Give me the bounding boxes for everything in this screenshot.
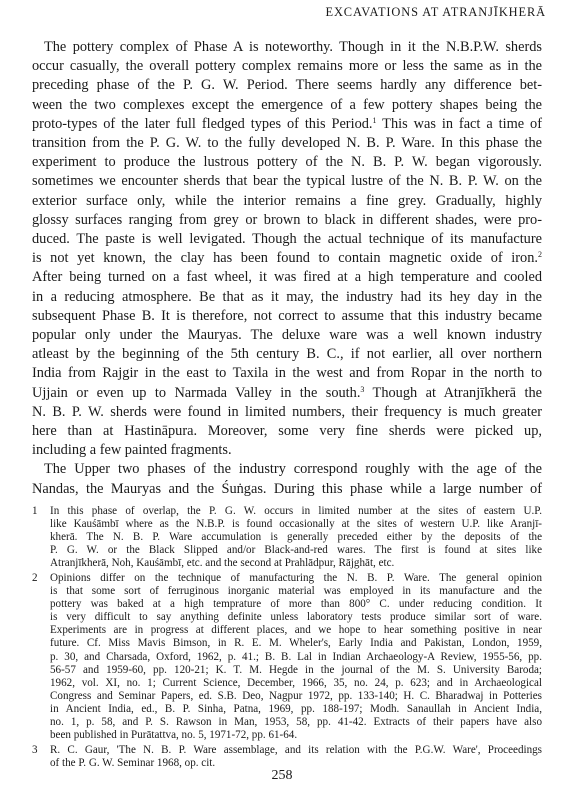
paragraph-1	[32, 38, 542, 460]
main-text	[32, 38, 542, 499]
footnote-number: 3	[32, 743, 38, 756]
footnote-ref: 2	[538, 250, 542, 260]
text-line: After being turned on a fast wheel, it was fired at a high temperature and cooled	[32, 269, 542, 286]
footnote-line: like Kauśāmbī where as the N.B.P. is found occasionally at the sites of western U.P. like Aranjī-	[50, 518, 542, 531]
text-line: experiment to produce the lustrous pottery of the N. B. P. W. began vigorously.	[32, 154, 542, 171]
text-line: is not yet known, the clay has been found to contain magnetic oxide of iron.$^2$	[32, 250, 542, 267]
text-line: proto-types of the later full fledged types of this Period.$^1$ This was in fact a time of	[32, 115, 542, 132]
text-line: Ujjain or even up to Narmada Valley in the south.$^3$ Though at Atranjīkherā the	[32, 384, 542, 401]
footnote-line: in Ancient India, ed., B. P. Sinha, Patna, 1969, pp. 188-197; Modh. Sanaullah in Ancient India,	[50, 702, 542, 715]
footnote-line: p. 30, and Charsada, Oxford, 1962, p. 41.; B. B. Lal in Indian Archaeology-A Review, 1955-56, pp.	[50, 650, 542, 663]
footnote-line: pottery was baked at a high temprature of more than 800° C. under reducing condition. It	[50, 598, 542, 611]
footnote-line: Atranjīkherā, Noh, Kauśāmbī, etc. and the second at Prahlādpur, Rājghāt, etc.	[50, 557, 395, 570]
text-line: transition from the P. G. W. to the fully developed N. B. P. Ware. In this phase the	[32, 135, 542, 152]
text-line: including a few painted fragments.	[32, 442, 232, 459]
text-line: exterior surface only, while the interior remains a fine grey. Gradually, highly	[32, 192, 542, 209]
text-line: sometimes we encounter sherds that bear the typical lustre of the N. B. P. W. on the	[32, 173, 542, 190]
footnote-3	[32, 744, 542, 770]
footnote-number: 1	[32, 505, 38, 517]
text-line: India from Rajgir in the east to Taxila in the west and from Ropar in the north to	[32, 365, 542, 382]
footnote-line: R. C. Gaur, 'The N. B. P. Ware assemblage, and its relation with the P.G.W. Ware', Proceedings	[50, 743, 542, 756]
footnote-2	[32, 572, 542, 742]
footnote-line: 56-57 and 1959-60, pp. 120-21; K. T. M. Hegde in the journal of the M. S. University Baroda;	[50, 663, 542, 676]
page-number: 258	[271, 768, 293, 783]
footnote-line: been published in Purātattva, no. 5, 1971-72, pp. 61-64.	[50, 728, 298, 741]
footnote-line: 1962, vol. XI, no. 1; Current Science, December, 1966, 35, no. 24, p. 623; and in Archaeological	[50, 676, 542, 689]
text-line: popular only under the Mauryas. The deluxe ware was a well known industry	[32, 327, 542, 344]
footnote-line: is very difficult to say anything definite unless laboratory tests produce similar sort of ware.	[50, 611, 542, 624]
footnotes	[32, 505, 542, 772]
text-line: in a reducing atmosphere. Be that as it may, the industry had its hey day in the	[32, 288, 542, 305]
footnote-ref: 3	[360, 384, 365, 394]
footnote-line: Opinions differ on the technique of manufacturing the N. B. P. Ware. The general opinion	[50, 572, 542, 585]
footnote-1	[32, 505, 542, 570]
footnote-line: Congress and Seminar Papers, ed. S.B. Deo, Nagpur 1972, pp. 133-140; H. C. Bharadwaj in Potteries	[50, 689, 542, 702]
text-line: occur casually, the overall pottery complex remains more or less the same as in the	[32, 58, 542, 75]
footnote-line: Experiments are in progress at different places, and we hope to hear something positive in near	[50, 624, 542, 637]
footnote-line: In this phase of overlap, the P. G. W. occurs in limited number at the sites of eastern U.P.	[50, 505, 542, 517]
text-line: The Upper two phases of the industry correspond roughly with the age of the	[44, 461, 542, 478]
text-line: subsequent Phase B. It is therefore, not correct to assume that this industry became	[32, 307, 542, 324]
text-line: The pottery complex of Phase A is noteworthy. Though in it the N.B.P.W. sherds	[44, 39, 542, 55]
footnote-number: 2	[32, 572, 38, 585]
footnote-line: kherā. The N. B. P. Ware accumulation is generally preceded either by the deposits of the	[50, 531, 542, 544]
running-header: EXCAVATIONS AT ATRANJĪKHERĀ	[325, 5, 546, 19]
footnote-line: is that some sort of ferruginous inorganic material was employed in its manufacture and the	[50, 585, 542, 598]
text-line: atleast by the beginning of the 5th century B. C., if not earlier, all over northern	[32, 346, 542, 363]
text-line: glossy surfaces ranging from grey or brown to black in different shades, were pro-	[32, 211, 542, 228]
footnote-ref: 1	[372, 115, 377, 125]
text-line: ween the two complexes except the emergence of a few pottery shapes being the	[32, 96, 542, 113]
text-line: here than at Hastināpura. Moreover, some very fine sherds were picked up,	[32, 423, 542, 440]
text-line: N. B. P. W. sherds were found in limited numbers, their frequency is much greater	[32, 403, 542, 420]
footnote-line: no. 1, p. 58, and P. S. Rawson in Man, 1953, 58, pp. 41-42. Extracts of their papers have also	[50, 715, 542, 728]
footnote-line: P. G. W. or the Black Slipped and/or Black-and-red wares. The first is found at sites like	[50, 544, 542, 557]
footnote-line: future. Cf. Miss Mavis Bimson, in R. E. M. Wheler's, Early India and Pakistan, London, 1959,	[50, 637, 542, 650]
footnote-line: of the P. G. W. Seminar 1968, op. cit.	[50, 756, 216, 769]
paragraph-2	[32, 460, 542, 498]
text-line: preceding phase of the P. G. W. Period. There seems hardly any difference bet-	[32, 77, 542, 94]
text-line: Nandas, the Mauryas and the Śuṅgas. During this phase while a large number of	[32, 480, 542, 497]
text-line: duced. The paste is well levigated. Though the actual technique of its manufacture	[32, 231, 542, 248]
